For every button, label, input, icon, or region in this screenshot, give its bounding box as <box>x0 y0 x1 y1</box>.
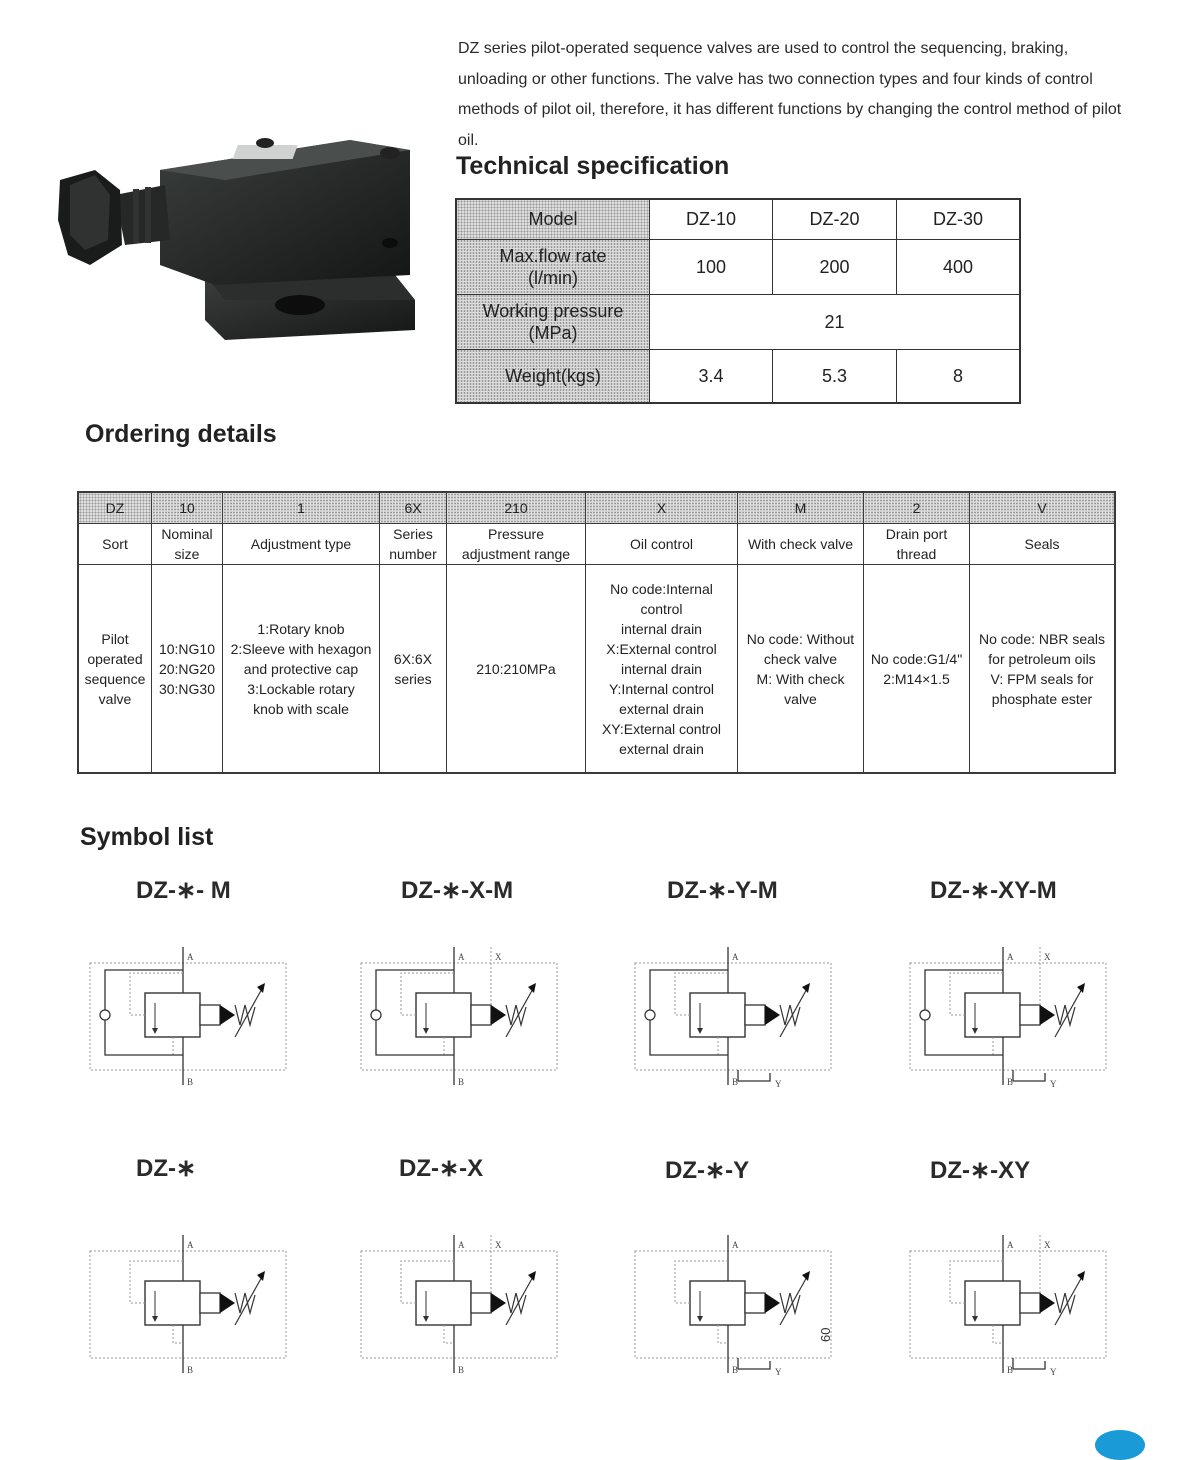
port-x-label: X <box>1044 952 1051 962</box>
order-caption: Series number <box>380 524 447 565</box>
order-code: 6X <box>380 492 447 524</box>
adjust-arrow <box>235 987 263 1037</box>
spring-icon <box>1055 1005 1075 1025</box>
spec-header-dz10: DZ-10 <box>650 199 773 239</box>
port-y-label: Y <box>775 1079 782 1089</box>
port-a-label: A <box>187 1240 194 1250</box>
port-a-label: A <box>1007 952 1014 962</box>
adjust-arrow <box>1055 987 1083 1037</box>
spec-cell: 21 <box>650 294 1021 349</box>
port-a-label: A <box>187 952 194 962</box>
symbol-title: DZ-∗-Y <box>665 1157 750 1184</box>
drain-line <box>993 1325 1003 1343</box>
spring-icon <box>235 1293 255 1313</box>
symbol-title: DZ-∗-XY <box>930 1157 1031 1184</box>
port-a-label: A <box>458 1240 465 1250</box>
drain-line <box>444 1325 454 1343</box>
spec-cell: 400 <box>897 239 1021 294</box>
spec-cell: 200 <box>773 239 897 294</box>
check-valve-icon <box>645 1010 655 1020</box>
order-caption: Seals <box>970 524 1116 565</box>
pilot-triangle <box>220 1005 235 1025</box>
drain-line <box>444 1037 454 1055</box>
order-code: 210 <box>447 492 586 524</box>
port-x-label: X <box>495 952 502 962</box>
pilot-triangle <box>765 1005 780 1025</box>
pilot-box <box>1020 1005 1040 1025</box>
order-caption: With check valve <box>738 524 864 565</box>
port-b-label: B <box>187 1077 194 1087</box>
adjust-arrow <box>780 987 808 1037</box>
spring-icon <box>780 1293 800 1313</box>
order-code: M <box>738 492 864 524</box>
order-caption: Oil control <box>586 524 738 565</box>
symbol-title: DZ-∗-X-M <box>401 877 514 904</box>
y-port-line <box>1013 1358 1045 1369</box>
port-b-label: B <box>187 1365 194 1375</box>
pilot-triangle <box>491 1293 506 1313</box>
symbol-diagram <box>356 945 561 1090</box>
check-valve-icon <box>371 1010 381 1020</box>
order-desc-check: No code: Without check valve M: With check valve <box>738 565 864 774</box>
port-y-label: Y <box>775 1367 782 1377</box>
pilot-box <box>745 1293 765 1313</box>
ordering-title: Ordering details <box>85 420 277 448</box>
port-b-label: B <box>1007 1365 1014 1375</box>
y-port-line <box>738 1358 770 1369</box>
spec-cell: 5.3 <box>773 349 897 403</box>
order-desc-adjust: 1:Rotary knob 2:Sleeve with hexagon and protective cap 3:Lockable rotary knob with scale <box>223 565 380 774</box>
order-code: DZ <box>78 492 152 524</box>
port-b-label: B <box>732 1077 739 1087</box>
port-a-label: A <box>458 952 465 962</box>
order-desc-drain: No code:G1/4" 2:M14×1.5 <box>864 565 970 774</box>
pilot-triangle <box>1040 1293 1055 1313</box>
spec-title: Technical specification <box>456 152 730 180</box>
page-number: 60 <box>818 1327 833 1342</box>
order-desc-oil: No code:Internal control internal drain X:External control internal drain Y:Internal control external drain XY:External control external drain <box>586 565 738 774</box>
order-caption: Nominal size <box>152 524 223 565</box>
port-y-label: Y <box>1050 1079 1057 1089</box>
drain-line <box>718 1037 728 1055</box>
check-valve-icon <box>920 1010 930 1020</box>
adjust-arrow <box>780 1275 808 1325</box>
spec-label-flow: Max.flow rate (l/min) <box>456 239 650 294</box>
order-code: V <box>970 492 1116 524</box>
order-code: 2 <box>864 492 970 524</box>
order-caption: Sort <box>78 524 152 565</box>
pilot-box <box>200 1293 220 1313</box>
order-code: 10 <box>152 492 223 524</box>
pilot-box <box>200 1005 220 1025</box>
symbol-title: DZ-∗- M <box>136 877 231 904</box>
spec-table <box>455 198 1021 404</box>
spring-icon <box>235 1005 255 1025</box>
order-desc-seals: No code: NBR seals for petroleum oils V: FPM seals for phosphate ester <box>970 565 1116 774</box>
symbol-diagram <box>630 945 835 1090</box>
port-b-label: B <box>458 1365 465 1375</box>
spec-cell: 8 <box>897 349 1021 403</box>
y-port-line <box>1013 1070 1045 1081</box>
order-desc-sort: Pilot operated sequence valve <box>78 565 152 774</box>
spring-icon <box>506 1005 526 1025</box>
valve-product-image <box>50 125 425 355</box>
symbol-title: DZ-∗-XY-M <box>930 877 1057 904</box>
port-x-label: X <box>1044 1240 1051 1250</box>
spec-cell: 100 <box>650 239 773 294</box>
spring-icon <box>506 1293 526 1313</box>
port-b-label: B <box>1007 1077 1014 1087</box>
drain-line <box>173 1325 183 1343</box>
spring-icon <box>1055 1293 1075 1313</box>
order-code: 1 <box>223 492 380 524</box>
corner-tab <box>1095 1430 1145 1460</box>
port-a-label: A <box>732 952 739 962</box>
pilot-triangle <box>491 1005 506 1025</box>
spring-icon <box>780 1005 800 1025</box>
spec-cell: 3.4 <box>650 349 773 403</box>
pilot-triangle <box>765 1293 780 1313</box>
pilot-box <box>1020 1293 1040 1313</box>
port-b-label: B <box>732 1365 739 1375</box>
symbol-diagram <box>905 945 1110 1090</box>
spec-header-model: Model <box>456 199 650 239</box>
spec-header-dz20: DZ-20 <box>773 199 897 239</box>
check-valve-icon <box>100 1010 110 1020</box>
drain-line <box>718 1325 728 1343</box>
order-caption: Adjustment type <box>223 524 380 565</box>
symbol-diagram <box>85 945 290 1090</box>
port-a-label: A <box>1007 1240 1014 1250</box>
order-desc-pressure: 210:210MPa <box>447 565 586 774</box>
port-a-label: A <box>732 1240 739 1250</box>
port-y-label: Y <box>1050 1367 1057 1377</box>
order-desc-size: 10:NG10 20:NG20 30:NG30 <box>152 565 223 774</box>
pilot-box <box>745 1005 765 1025</box>
spec-header-dz30: DZ-30 <box>897 199 1021 239</box>
symbol-title: DZ-∗-Y-M <box>667 877 778 904</box>
order-caption: Drain port thread <box>864 524 970 565</box>
adjust-arrow <box>506 987 534 1037</box>
pilot-box <box>471 1005 491 1025</box>
pilot-triangle <box>1040 1005 1055 1025</box>
symbol-diagram <box>905 1233 1110 1378</box>
symbol-diagram <box>630 1233 835 1378</box>
y-port-line <box>738 1070 770 1081</box>
port-x-label: X <box>495 1240 502 1250</box>
spec-label-pressure: Working pressure (MPa) <box>456 294 650 349</box>
order-code: X <box>586 492 738 524</box>
order-desc-series: 6X:6X series <box>380 565 447 774</box>
spec-label-weight: Weight(kgs) <box>456 349 650 403</box>
pilot-triangle <box>220 1293 235 1313</box>
adjust-arrow <box>506 1275 534 1325</box>
symbol-list-title: Symbol list <box>80 823 214 851</box>
symbol-title: DZ-∗ <box>136 1155 197 1182</box>
symbol-diagram <box>85 1233 290 1378</box>
adjust-arrow <box>1055 1275 1083 1325</box>
drain-line <box>993 1037 1003 1055</box>
pilot-box <box>471 1293 491 1313</box>
symbol-title: DZ-∗-X <box>399 1155 484 1182</box>
adjust-arrow <box>235 1275 263 1325</box>
drain-line <box>173 1037 183 1055</box>
ordering-table <box>77 491 1116 774</box>
order-caption: Pressure adjustment range <box>447 524 586 565</box>
intro-paragraph: DZ series pilot-operated sequence valves are used to control the sequencing, braking, unloading or other functions. The valve has two connection types and four kinds of control methods of pilot oil, therefore, it has different functions by changing the control method of pilot oil. <box>458 40 1122 149</box>
port-b-label: B <box>458 1077 465 1087</box>
symbol-diagram <box>356 1233 561 1378</box>
